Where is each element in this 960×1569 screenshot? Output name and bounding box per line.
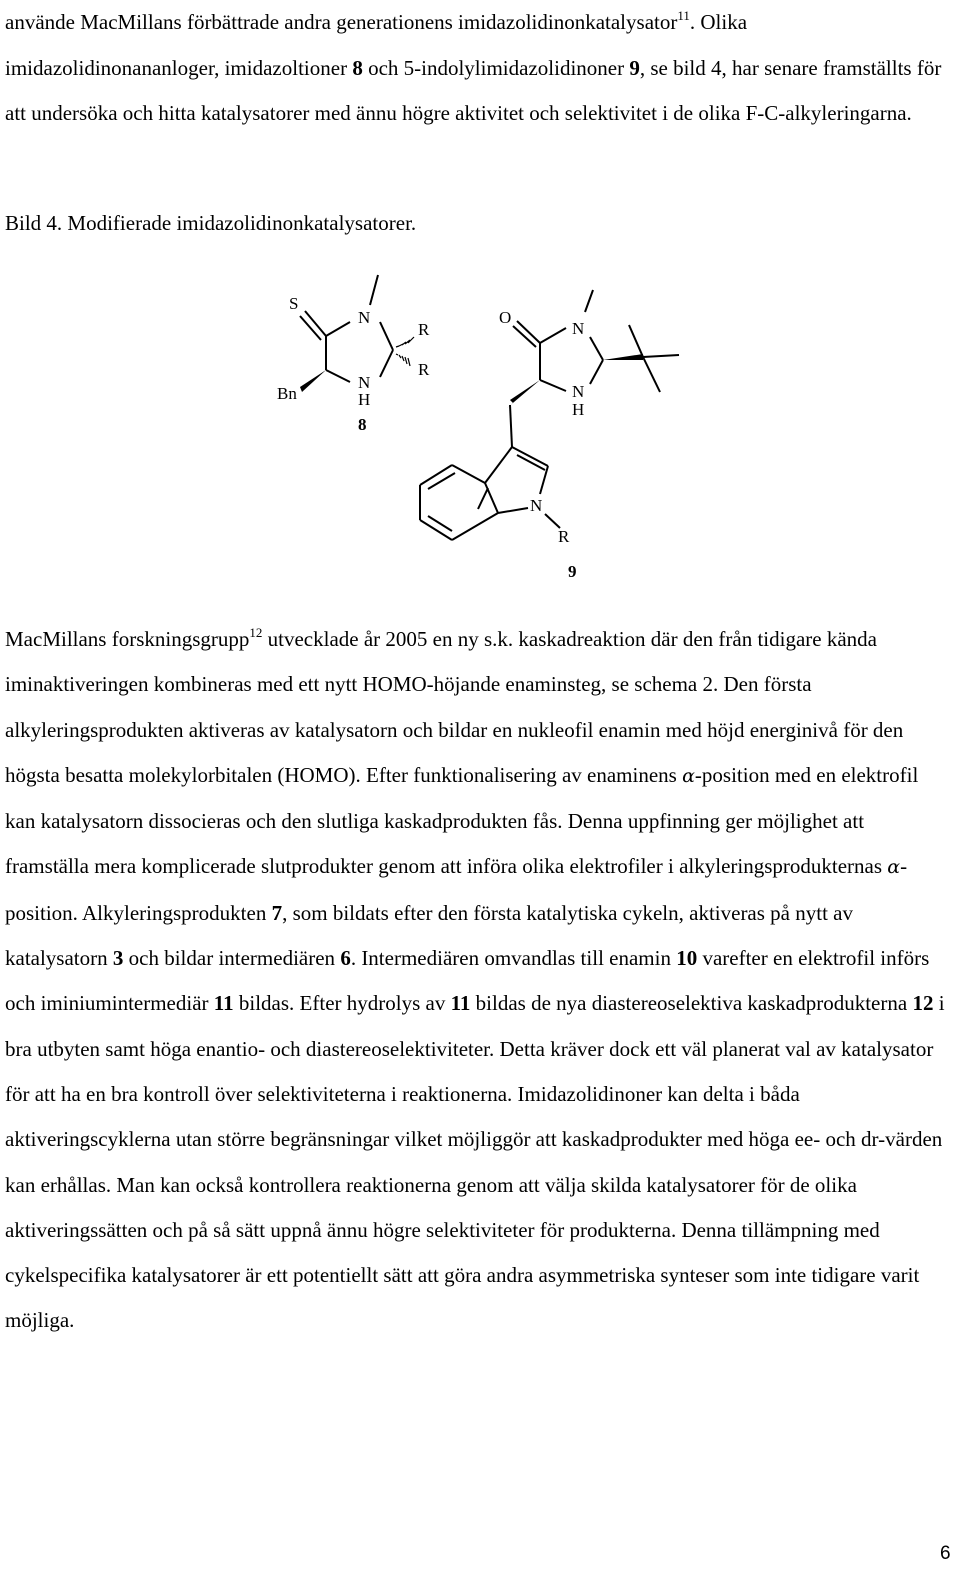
atom-label-Bn: Bn xyxy=(277,384,297,403)
wedge-bond xyxy=(300,370,326,392)
compound-number-6: 6 xyxy=(340,946,351,971)
text-run: i bra utbyten samt höga enantio- och diastereoselektiviteter. Detta kräver dock ett väl planerat val av katalysator för att ha en bra kontroll över selektiviteterna i reaktionerna. Imidazolidinoner kan delta i båda aktiveringscyklerna utan större begränsningar vilket möjliggör att kaskadprodukter med höga ee- och dr-värden kan erhållas. Man kan också kontrollera reaktionerna genom att välja skilda katalysatorer för de olika aktiveringssätten och på så sätt uppnå ännu högre selektiviteter för produkterna. Denna tillämpning med cykelspecifika katalysatorer är ett potentiellt sätt att göra andra asymmetriska synteser som inte tidigare varit möjliga. xyxy=(5,991,945,1333)
text-run: MacMillans forskningsgrupp xyxy=(5,627,250,651)
text-run: -position. Alkyleringsprodukten xyxy=(5,854,908,925)
atom-label-O: O xyxy=(499,308,512,327)
atom-label-R: R xyxy=(558,527,570,546)
atom-label-R: R xyxy=(418,360,430,379)
text-run: . Olika imidazolidinonananloger, imidazoltioner xyxy=(5,10,748,80)
compound-number-3: 3 xyxy=(112,946,124,971)
text-run: och bildar intermediären xyxy=(123,946,341,971)
compound-number-7: 7 xyxy=(271,900,283,925)
text-run: utvecklade år 2005 en ny s.k. kaskadreaktion där den från tidigare kända iminaktiveringen kombineras med ett nytt HOMO-höjande enaminsteg, se schema 2. Den första alkyleringsprodukten aktiveras av katalysatorn och bildar en nukleofil enamin med höjd energinivå för den högsta besatta molekylorbitalen (HOMO). Efter funktionalisering av enaminens xyxy=(5,627,904,787)
atom-label-R: R xyxy=(418,320,430,339)
alpha-symbol: α xyxy=(682,764,695,787)
compound-number-9: 9 xyxy=(629,55,640,80)
compound-label-9: 9 xyxy=(568,562,577,581)
main-paragraph xyxy=(5,617,950,1344)
figure-caption: Bild 4. Modifierade imidazolidinonkatalysatorer. xyxy=(5,211,417,235)
wedge-bond xyxy=(603,354,643,360)
text-run: varefter en elektrofil införs och iminiumintermediär xyxy=(5,946,930,1016)
catalyst-structures-figure xyxy=(0,0,960,600)
atom-label-H: H xyxy=(358,390,371,409)
text-run: , som bildats efter den första katalytiska cykeln, aktiveras på nytt av katalysatorn xyxy=(5,900,853,971)
compound-number-8: 8 xyxy=(352,55,363,80)
text-run: . Intermediären omvandlas till enamin xyxy=(350,946,677,971)
compound-number-11: 11 xyxy=(450,991,471,1016)
atom-label-N: N xyxy=(358,373,371,392)
text-run: använde MacMillans förbättrade andra generationens imidazolidinonkatalysator xyxy=(5,10,678,34)
reference-11: 11 xyxy=(677,8,690,23)
text-run: , se bild 4, har senare framställts för att undersöka och hitta katalysatorer med ännu högre aktivitet och selektivitet i de olika F-C-alkyleringarna. xyxy=(5,55,942,125)
page-number: 6 xyxy=(940,1543,951,1564)
atom-label-H: H xyxy=(572,400,585,419)
text-run: -position med en elektrofil kan katalysatorn dissocieras och den slutliga kaskadprodukten fås. Denna uppfinning ger möjlighet att framställa mera komplicerade slutprodukter genom att införa olika elektrofiler i alkyleringsprodukternas xyxy=(5,762,919,879)
compound-number-12: 12 xyxy=(912,991,934,1016)
atom-label-N: N xyxy=(358,308,371,327)
atom-label-S: S xyxy=(289,294,299,313)
text-run: och 5-indolylimidazolidinoner xyxy=(362,55,630,80)
atom-label-N: N xyxy=(572,382,585,401)
atom-label-N: N xyxy=(572,319,585,338)
reference-12: 12 xyxy=(249,625,263,640)
text-run: bildas. Efter hydrolys av xyxy=(233,991,451,1016)
atom-label-N: N xyxy=(530,496,543,515)
alpha-symbol: α xyxy=(887,856,901,879)
text-run: bildas de nya diastereoselektiva kaskadprodukterna xyxy=(470,991,913,1016)
compound-number-10: 10 xyxy=(676,946,698,971)
wedge-bond xyxy=(507,380,540,408)
compound-9-structure xyxy=(420,290,679,540)
compound-number-11: 11 xyxy=(213,991,234,1016)
compound-8-structure xyxy=(300,275,414,382)
compound-label-8: 8 xyxy=(358,415,367,434)
